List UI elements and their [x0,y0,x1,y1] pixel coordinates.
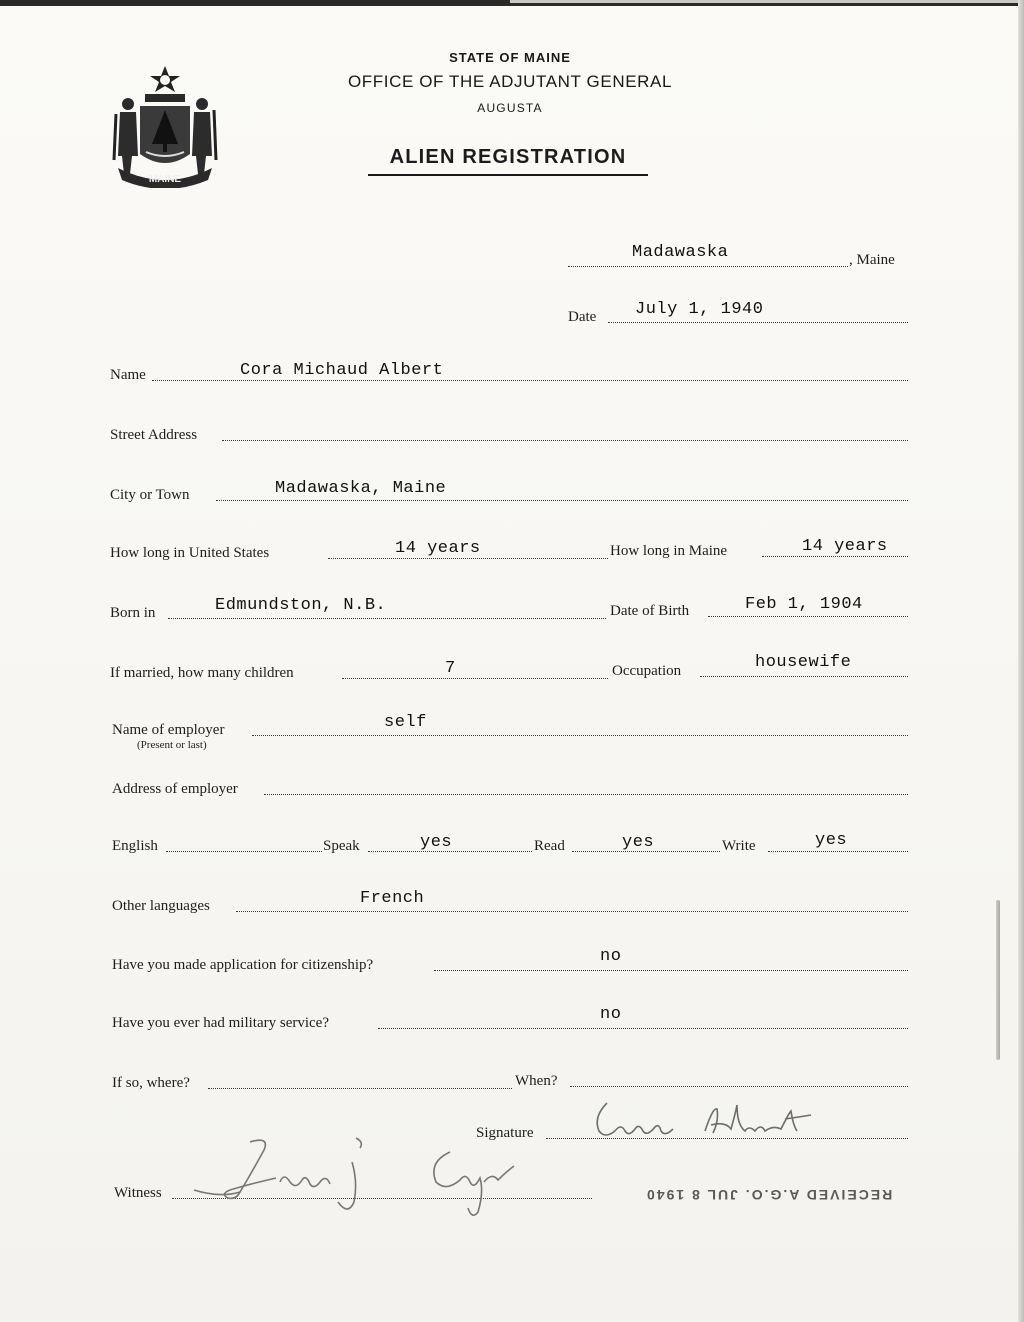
witness-signature-handwriting [180,1132,540,1222]
children-label: If married, how many children [110,665,294,681]
other-languages-line [236,911,908,912]
us-years-line [328,558,608,559]
name-label: Name [110,367,146,383]
scan-right-edge [1018,0,1024,1322]
read-label: Read [534,838,565,854]
place-value: Madawaska [632,243,729,262]
where-line [208,1088,512,1089]
other-languages-label: Other languages [112,898,210,914]
english-label: English [112,838,158,854]
employer-address-line [264,794,908,795]
employer-sublabel: (Present or last) [137,739,207,751]
form-title: ALIEN REGISTRATION [368,146,648,176]
city-heading: AUGUSTA [477,101,543,115]
employer-address-label: Address of employer [112,781,238,797]
born-in-value: Edmundston, N.B. [215,596,387,615]
street-label: Street Address [110,427,198,443]
city-town-line [216,500,908,501]
other-languages-value: French [360,889,425,908]
date-value: July 1, 1940 [635,300,764,319]
when-label: When? [515,1073,558,1089]
us-years-label: How long in United States [110,545,270,561]
military-line [378,1028,908,1029]
occupation-value: housewife [755,653,852,672]
dob-label: Date of Birth [610,603,690,619]
citizenship-value: no [600,947,622,966]
date-label: Date [568,309,597,325]
military-value: no [600,1005,622,1024]
place-suffix: , Maine [849,252,895,268]
citizenship-line [434,970,908,971]
children-line [342,678,608,679]
maine-years-label: How long in Maine [610,543,728,559]
when-line [570,1086,908,1087]
occupation-label: Occupation [612,663,682,679]
maine-years-line [762,556,908,557]
where-label: If so, where? [112,1075,190,1091]
date-line [608,322,908,323]
us-years-value: 14 years [395,539,481,558]
dob-line [708,616,908,617]
english-line [166,851,322,852]
signature-label: Signature [476,1125,534,1141]
occupation-line [700,676,908,677]
employer-line [252,735,908,736]
speak-value: yes [420,833,453,852]
employer-value: self [384,713,427,732]
employer-label: Name of employer [112,722,225,738]
city-town-label: City or Town [110,487,190,503]
paper-fold [996,900,1000,1060]
name-line [152,380,908,381]
office-heading: OFFICE OF THE ADJUTANT GENERAL [347,72,673,91]
place-line [568,266,848,267]
read-value: yes [622,833,655,852]
city-town-value: Madawaska, Maine [275,479,447,498]
state-heading: STATE OF MAINE [449,50,571,65]
citizenship-label: Have you made application for citizenship? [112,957,374,973]
name-value: Cora Michaud Albert [240,361,444,380]
children-value: 7 [445,659,456,678]
maine-years-value: 14 years [802,537,888,556]
born-in-line [168,618,606,619]
received-stamp: RECEIVED A.G.O. JUL 8 1940 [645,1187,893,1203]
dob-value: Feb 1, 1904 [745,595,863,614]
witness-label: Witness [114,1185,162,1201]
svg-text:MAINE: MAINE [148,174,182,185]
write-line [768,851,908,852]
born-in-label: Born in [110,605,156,621]
signature-handwriting [585,1095,825,1145]
write-label: Write [722,838,756,854]
street-line [222,440,908,441]
scan-top-edge-highlight [510,0,1024,3]
military-label: Have you ever had military service? [112,1015,329,1031]
write-value: yes [815,831,848,850]
state-of-maine-seal-icon [110,64,220,188]
speak-label: Speak [323,838,360,854]
